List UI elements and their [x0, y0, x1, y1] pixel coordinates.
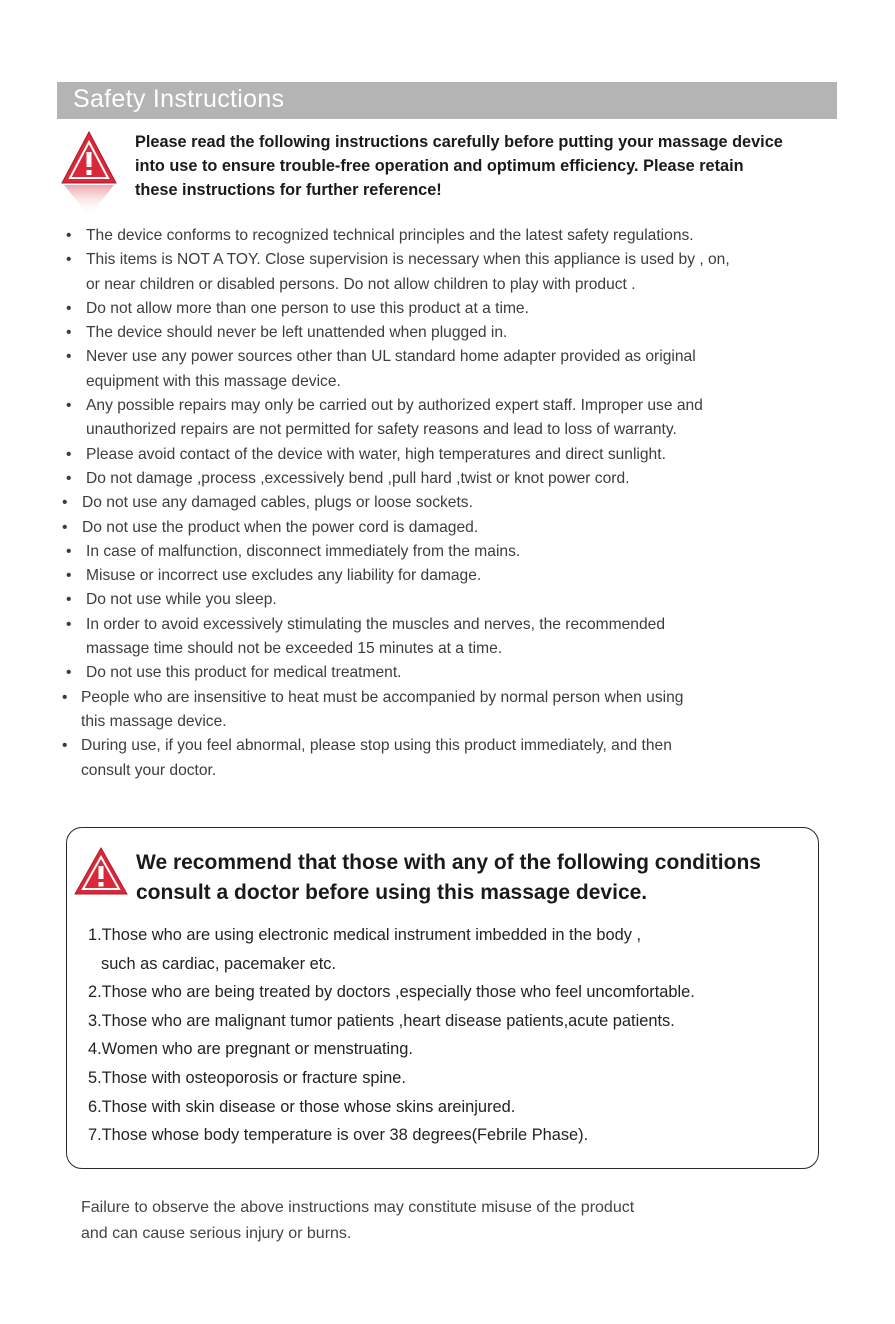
intro-line: into use to ensure trouble-free operation and optimum efficiency. Please retain — [135, 157, 744, 175]
condition-line: 5.Those with osteoporosis or fracture spine. — [88, 1068, 406, 1087]
bullet-item — [62, 588, 842, 612]
bullet-line: equipment with this massage device. — [86, 372, 341, 390]
bullet-item — [62, 467, 842, 491]
bullet-line: Do not damage ,process ,excessively bend ,pull hard ,twist or knot power cord. — [86, 469, 630, 487]
bullet-item — [62, 540, 842, 564]
bullet-line: Please avoid contact of the device with water, high temperatures and direct sunlight. — [86, 445, 666, 463]
condition-line: 1.Those who are using electronic medical instrument imbedded in the body , — [88, 926, 642, 944]
box-title — [136, 848, 826, 908]
intro-paragraph — [135, 130, 835, 202]
condition-item — [88, 1007, 818, 1036]
condition-line: 7.Those whose body temperature is over 38 degrees(Febrile Phase). — [88, 1126, 589, 1145]
bullet-item — [62, 734, 842, 783]
bullet-line: During use, if you feel abnormal, please stop using this product immediately, and then — [81, 737, 672, 755]
conditions-list — [88, 921, 818, 1150]
section-title: Safety Instructions — [73, 85, 285, 113]
bullet-line: Never use any power sources other than UL standard home adapter provided as original — [86, 348, 696, 366]
bullet-line: Do not use the product when the power cord is damaged. — [82, 518, 479, 536]
bullet-item — [62, 686, 842, 735]
bullet-line: People who are insensitive to heat must be accompanied by normal person when using — [81, 688, 684, 706]
intro-line: Please read the following instructions carefully before putting your massage device — [135, 133, 783, 151]
bullet-item — [62, 321, 842, 345]
bullet-line: Any possible repairs may only be carried out by authorized expert staff. Improper use and — [86, 397, 703, 415]
box-title-line: consult a doctor before using this massage device. — [136, 881, 648, 904]
bullet-line: In case of malfunction, disconnect immediately from the mains. — [86, 542, 521, 560]
bullet-item — [62, 564, 842, 588]
footer-line: Failure to observe the above instructions may constitute misuse of the product — [81, 1199, 635, 1216]
warning-triangle-icon — [60, 130, 118, 216]
condition-line: 2.Those who are being treated by doctors ,especially those who feel uncomfortable. — [88, 983, 695, 1002]
bullet-item — [62, 297, 842, 321]
bullet-item — [62, 248, 842, 297]
bullet-line: The device should never be left unattended when plugged in. — [86, 324, 508, 342]
condition-item — [88, 978, 818, 1007]
bullet-item — [62, 224, 842, 248]
bullet-line: or near children or disabled persons. Do not allow children to play with product . — [86, 275, 636, 293]
condition-line: 3.Those who are malignant tumor patients ,heart disease patients,acute patients. — [88, 1011, 675, 1030]
bullet-line: unauthorized repairs are not permitted for safety reasons and lead to loss of warranty. — [86, 421, 677, 439]
bullet-line: Do not use while you sleep. — [86, 591, 277, 609]
bullet-item — [62, 613, 842, 662]
condition-line: 6.Those with skin disease or those whose skins areinjured. — [88, 1097, 516, 1116]
bullet-line: In order to avoid excessively stimulating the muscles and nerves, the recommended — [86, 615, 665, 633]
warning-triangle-icon — [73, 846, 129, 896]
box-title-line: We recommend that those with any of the following conditions — [136, 851, 761, 874]
bullet-item — [62, 394, 842, 443]
bullet-line: consult your doctor. — [81, 761, 217, 779]
footer-note — [81, 1195, 841, 1246]
condition-item — [88, 1093, 818, 1122]
section-header-bar — [57, 82, 837, 119]
intro-line: these instructions for further reference! — [135, 181, 442, 199]
bullet-line: Do not allow more than one person to use this product at a time. — [86, 299, 529, 317]
bullet-item — [62, 345, 842, 394]
condition-line: such as cardiac, pacemaker etc. — [101, 954, 337, 973]
condition-item — [88, 1064, 818, 1093]
bullet-item — [62, 443, 842, 467]
condition-item — [88, 921, 818, 978]
bullet-line: massage time should not be exceeded 15 minutes at a time. — [86, 640, 503, 658]
bullet-item — [62, 491, 842, 515]
bullet-line: This items is NOT A TOY. Close supervision is necessary when this appliance is used by , on, — [86, 251, 730, 269]
condition-item — [88, 1035, 818, 1064]
bullet-line: The device conforms to recognized technical principles and the latest safety regulations. — [86, 227, 694, 244]
safety-bullet-list — [62, 224, 842, 783]
bullet-line: this massage device. — [81, 712, 227, 730]
bullet-line: Misuse or incorrect use excludes any liability for damage. — [86, 567, 482, 585]
bullet-line: Do not use any damaged cables, plugs or loose sockets. — [82, 494, 473, 512]
bullet-line: Do not use this product for medical treatment. — [86, 664, 402, 682]
bullet-item — [62, 661, 842, 685]
condition-item — [88, 1121, 818, 1150]
footer-line: and can cause serious injury or burns. — [81, 1224, 352, 1242]
condition-line: 4.Women who are pregnant or menstruating. — [88, 1040, 413, 1059]
bullet-item — [62, 516, 842, 540]
